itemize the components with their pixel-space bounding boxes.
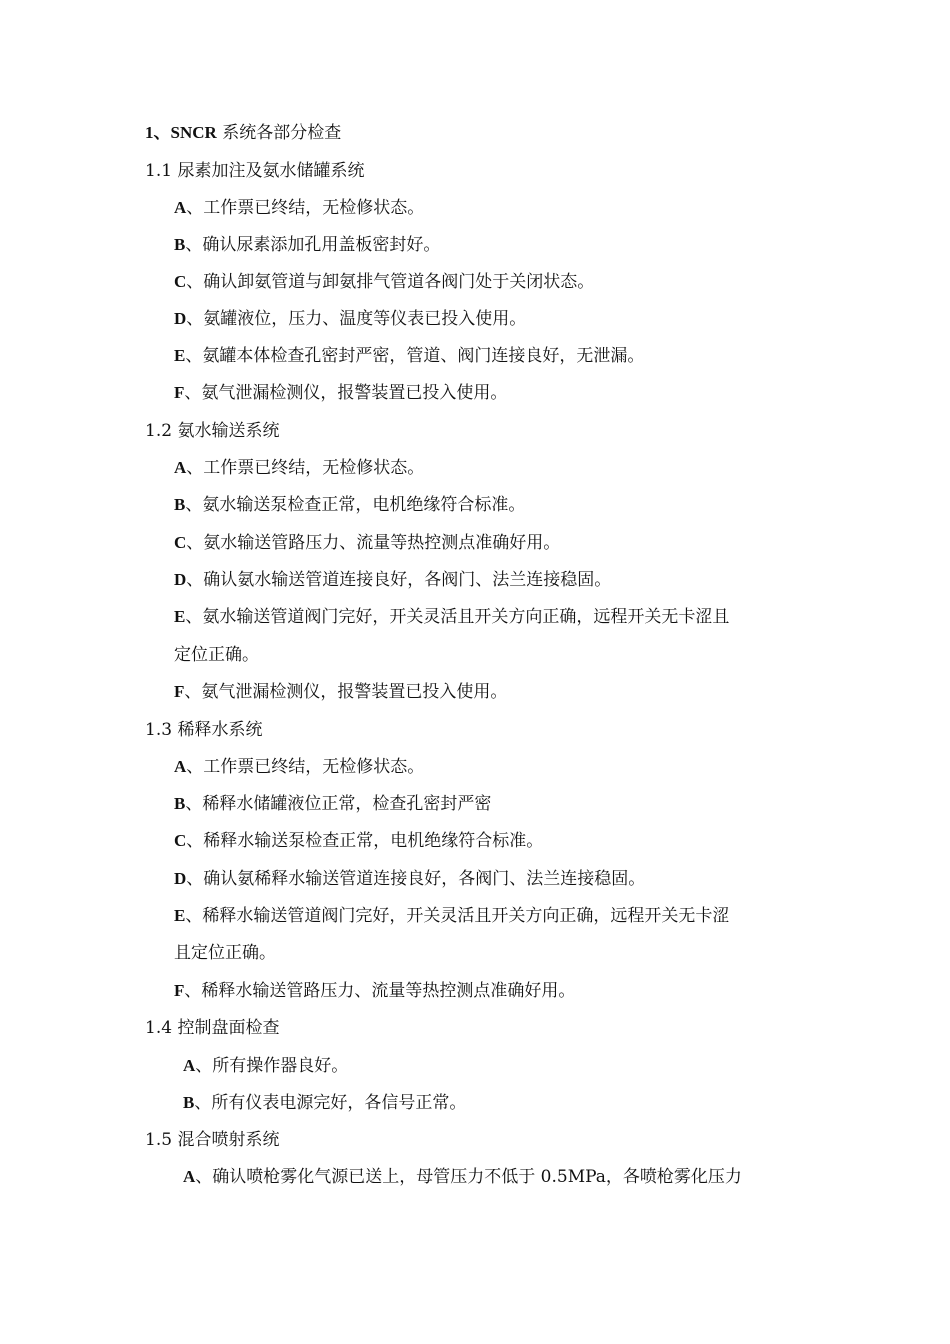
item-letter: E xyxy=(174,906,186,925)
section-heading-1-4: 1.4 控制盘面检查 xyxy=(145,1018,280,1038)
item-text: 、氨罐液位，压力、温度等仪表已投入使用。 xyxy=(186,309,527,329)
item-letter: D xyxy=(174,570,187,589)
item-letter: F xyxy=(174,981,185,1000)
section-heading-1-3: 1.3 稀释水系统 xyxy=(145,720,263,740)
item-letter: E xyxy=(174,607,186,626)
list-item xyxy=(174,569,611,591)
item-text: 、工作票已终结，无检修状态。 xyxy=(186,757,425,777)
item-letter: B xyxy=(174,794,186,813)
section-heading-1-5: 1.5 混合喷射系统 xyxy=(145,1130,280,1150)
list-item xyxy=(174,234,440,256)
list-item xyxy=(174,457,424,479)
list-item-continuation: 且定位正确。 xyxy=(174,943,276,963)
list-item-continuation: 定位正确。 xyxy=(174,645,259,665)
item-letter: F xyxy=(174,682,185,701)
item-text: 、工作票已终结，无检修状态。 xyxy=(186,458,425,478)
list-item xyxy=(174,681,507,703)
item-letter: C xyxy=(174,533,187,552)
item-letter: A xyxy=(174,458,187,477)
item-letter: B xyxy=(183,1093,195,1112)
item-letter: D xyxy=(174,869,187,888)
item-text: 、氨气泄漏检测仪，报警装置已投入使用。 xyxy=(184,682,508,702)
item-text: 、确认喷枪雾化气源已送上，母管压力不低于 0.5MPa，各喷枪雾化压力 xyxy=(195,1167,742,1187)
list-item xyxy=(174,793,491,815)
item-text: 、氨水输送泵检查正常，电机绝缘符合标准。 xyxy=(185,495,526,515)
item-text: 、所有仪表电源完好，各信号正常。 xyxy=(194,1093,467,1113)
list-item xyxy=(174,382,507,404)
item-text: 、稀释水输送管道阀门完好，开关灵活且开关方向正确，远程开关无卡涩 xyxy=(185,906,730,926)
item-text: 、确认卸氨管道与卸氨排气管道各阀门处于关闭状态。 xyxy=(186,272,595,292)
item-text: 、稀释水输送管路压力、流量等热控测点准确好用。 xyxy=(184,981,576,1001)
list-item xyxy=(174,868,645,890)
title-text: 系统各部分检查 xyxy=(216,123,342,143)
list-item xyxy=(174,756,424,778)
list-item xyxy=(183,1092,466,1114)
list-item xyxy=(174,532,560,554)
list-item xyxy=(174,905,729,927)
list-item xyxy=(174,980,575,1002)
item-letter: A xyxy=(183,1056,196,1075)
item-letter: A xyxy=(174,198,187,217)
item-text: 、确认氨稀释水输送管道连接良好，各阀门、法兰连接稳固。 xyxy=(186,869,646,889)
item-text: 、氨罐本体检查孔密封严密，管道、阀门连接良好，无泄漏。 xyxy=(185,346,645,366)
item-letter: C xyxy=(174,272,187,291)
item-letter: E xyxy=(174,346,186,365)
item-letter: F xyxy=(174,383,185,402)
list-item xyxy=(174,494,525,516)
section-heading-1-1: 1.1 尿素加注及氨水储罐系统 xyxy=(145,161,365,181)
item-text: 、稀释水储罐液位正常，检查孔密封严密 xyxy=(185,794,492,814)
item-text: 、确认尿素添加孔用盖板密封好。 xyxy=(185,235,441,255)
item-text: 、氨气泄漏检测仪，报警装置已投入使用。 xyxy=(184,383,508,403)
item-text: 、所有操作器良好。 xyxy=(195,1056,349,1076)
list-item xyxy=(183,1166,742,1188)
item-letter: A xyxy=(183,1167,196,1186)
item-letter: D xyxy=(174,309,187,328)
list-item xyxy=(174,308,526,330)
section-heading-1-2: 1.2 氨水输送系统 xyxy=(145,421,280,441)
list-item xyxy=(174,197,424,219)
document-title xyxy=(145,122,341,144)
title-number: 1、SNCR xyxy=(145,123,217,142)
item-letter: B xyxy=(174,495,186,514)
item-letter: B xyxy=(174,235,186,254)
item-text: 、氨水输送管道阀门完好，开关灵活且开关方向正确，远程开关无卡涩且 xyxy=(185,607,730,627)
item-text: 、工作票已终结，无检修状态。 xyxy=(186,198,425,218)
list-item xyxy=(174,345,644,367)
item-text: 、稀释水输送泵检查正常，电机绝缘符合标准。 xyxy=(186,831,544,851)
item-letter: C xyxy=(174,831,187,850)
item-text: 、确认氨水输送管道连接良好，各阀门、法兰连接稳固。 xyxy=(186,570,612,590)
item-letter: A xyxy=(174,757,187,776)
list-item xyxy=(174,830,543,852)
list-item xyxy=(174,271,594,293)
item-text: 、氨水输送管路压力、流量等热控测点准确好用。 xyxy=(186,533,561,553)
list-item xyxy=(183,1055,348,1077)
list-item xyxy=(174,606,729,628)
